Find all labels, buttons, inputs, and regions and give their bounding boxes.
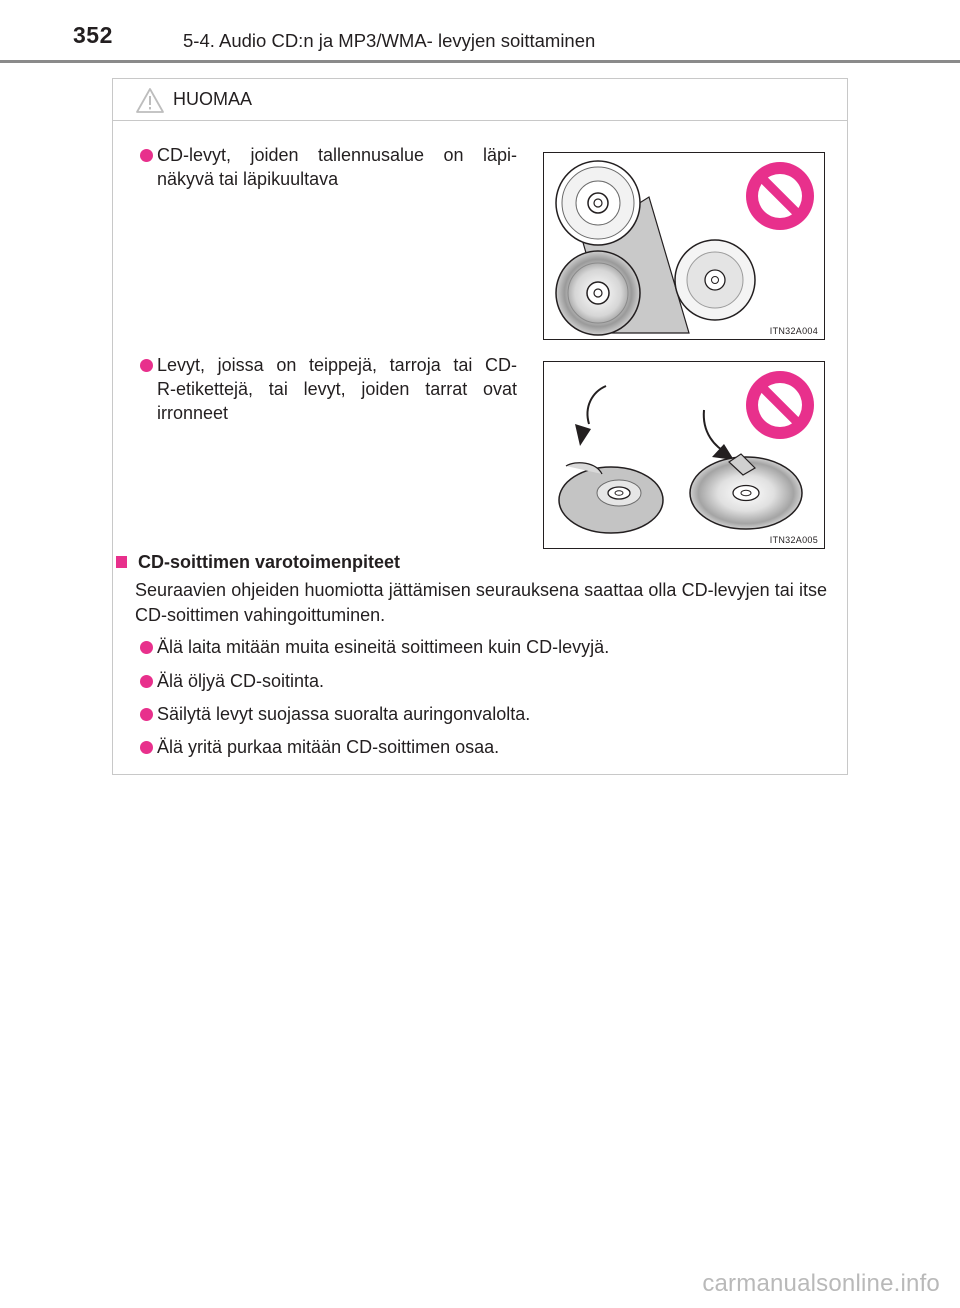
header-title: 5-4. Audio CD:n ja MP3/WMA- levyjen soittaminen	[183, 30, 596, 51]
figure-code: ITN32A005	[769, 535, 818, 545]
page-number: 352	[73, 22, 113, 48]
section-bullet: Älä laita mitään muita esineitä soittimeen kuin CD-levyjä.	[157, 637, 610, 657]
warning-triangle-icon	[135, 87, 165, 114]
bullet-line: R-etikettejä, tai levyt, joiden tarrat ovat	[157, 379, 517, 399]
notice-header	[113, 79, 847, 121]
bullet-text-labelled-discs	[157, 353, 517, 425]
section-square-icon	[116, 556, 127, 568]
bullet-line: irronneet	[157, 403, 229, 423]
bullet-dot	[140, 641, 153, 654]
section-bullet: Älä öljyä CD-soitinta.	[157, 671, 325, 691]
bullet-dot	[140, 675, 153, 688]
bullet-dot	[140, 741, 153, 754]
figure-transparent-discs	[543, 152, 825, 340]
notice-title: HUOMAA	[173, 89, 253, 109]
bullet-dot	[140, 149, 153, 162]
figure-labelled-discs	[543, 361, 825, 549]
disc-illustration	[544, 362, 824, 548]
bullet-line: Levyt, joissa on teippejä, tarroja tai CD-	[157, 355, 517, 375]
section-intro: Seuraavien ohjeiden huomiotta jättämisen seurauksena saattaa olla CD-levyjen tai itse CD-soittimen vahingoittuminen.	[135, 580, 827, 625]
section-title: CD-soittimen varotoimenpiteet	[138, 552, 401, 572]
bullet-dot	[140, 359, 153, 372]
bullet-dot	[140, 708, 153, 721]
section-bullet: Älä yritä purkaa mitään CD-soittimen osaa.	[157, 737, 500, 757]
header-rule	[0, 60, 960, 63]
bullet-line: näkyvä tai läpikuultava	[157, 169, 339, 189]
watermark: carmanualsonline.info	[702, 1270, 940, 1297]
bullet-line: CD-levyt, joiden tallennusalue on läpi-	[157, 145, 517, 165]
bullet-text-transparent-discs	[157, 143, 517, 191]
figure-code: ITN32A004	[769, 326, 818, 336]
disc-illustration	[544, 153, 824, 339]
section-bullet: Säilytä levyt suojassa suoralta auringonvalolta.	[157, 704, 531, 724]
